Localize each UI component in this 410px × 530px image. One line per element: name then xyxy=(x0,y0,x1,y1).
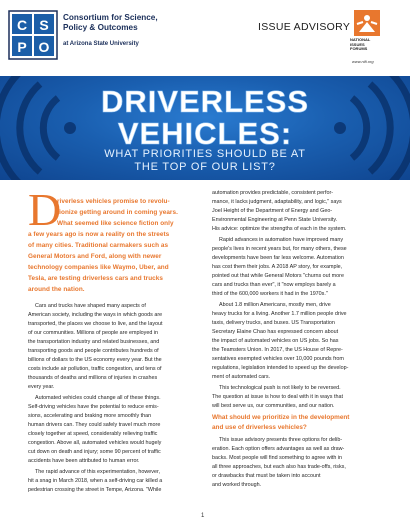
body-line: The rapid advance of this experimentation, however, xyxy=(35,469,160,475)
body-line: Joel Height of the Department of Energy and Geo- xyxy=(212,208,333,214)
nif-logo-icon xyxy=(354,10,380,36)
body-line: American society, including the ways in which goods are xyxy=(28,312,163,318)
body-line: transported, the places we choose to live, and the layout xyxy=(28,321,163,327)
cspo-logo-letter-p: P xyxy=(17,39,27,55)
body-line: heavy trucks for a living. Another 1.7 million people drive xyxy=(212,311,347,317)
body-line: The question at issue is how to deal with it in ways that xyxy=(212,394,343,400)
body-line: About 1.8 million Americans, mostly men, drive xyxy=(219,302,331,308)
body-line: will best serve us, our communities, and our nation. xyxy=(212,403,335,409)
nif-name xyxy=(350,38,394,52)
body-line: and worked through. xyxy=(212,482,262,488)
intro-line: tionize getting around in coming years. xyxy=(57,209,178,216)
issue-advisory-label: ISSUE ADVISORY xyxy=(258,21,351,33)
intro-line: riverless vehicles promise to revolu- xyxy=(57,198,170,205)
body-line: sions, accelerating and braking more smoothly than xyxy=(28,413,152,419)
org-subtitle: at Arizona State University xyxy=(63,41,139,47)
section-heading-line2: and use of driverless vehicles? xyxy=(212,424,307,431)
body-line: regulations, legislation intended to speed up the develop- xyxy=(212,365,349,371)
body-line: backs. Most people will find something to agree with in xyxy=(212,455,343,461)
body-line: pointed out that while General Motors "churns out more xyxy=(212,273,344,279)
body-line: Secretary Elaine Chao has expressed concern about xyxy=(212,329,339,335)
org-name-line2: Policy & Outcomes xyxy=(63,23,138,32)
body-line: pedestrian crossing the street in Tempe, Arizona. "While xyxy=(28,487,162,493)
intro-line: What seemed like science fiction only xyxy=(57,220,174,227)
intro-line: General Motors and Ford, along with newer xyxy=(28,253,162,260)
body-line: taxis, delivery trucks, and buses. US Transportation xyxy=(212,320,335,326)
body-line: cars and trucks than ever", it "now employs barely a xyxy=(212,282,336,288)
body-line: Environmental Engineering at Penn State University. xyxy=(212,217,338,223)
body-line: ment of automated cars. xyxy=(212,374,271,380)
body-line: Cars and trucks have shaped many aspects of xyxy=(35,303,146,309)
banner-subtitle-line1: WHAT PRIORITIES SHOULD BE AT xyxy=(104,148,306,160)
page-number: 1 xyxy=(201,513,205,519)
intro-line: Tesla, are testing driverless cars and trucks xyxy=(28,275,163,282)
body-line: developments have been far less welcome. Automation xyxy=(212,255,344,261)
body-line: This issue advisory presents three options for delib- xyxy=(219,437,343,443)
body-line: cut down on death and injury; some 90 percent of traffic xyxy=(28,449,161,455)
body-line: Rapid advances in automation have improved many xyxy=(219,237,344,243)
drop-cap: D xyxy=(28,184,62,235)
cspo-logo-letter-o: O xyxy=(38,39,50,55)
body-line: people's lives in recent years but, for many others, these xyxy=(212,246,347,252)
nif-line3: FORUMS xyxy=(350,46,368,52)
section-heading-line1: What should we prioritize in the development xyxy=(212,414,350,421)
nif-line1: NATIONAL xyxy=(350,37,371,42)
body-line: hit a snag in March 2018, when a self-driving car killed a xyxy=(28,478,163,484)
body-line: has cost them their jobs. A 2018 AP story, for example, xyxy=(212,264,343,270)
body-line: transporting goods and people contributes hundreds of xyxy=(28,348,159,354)
body-line: This technological push is not likely to be reversed. xyxy=(219,385,341,391)
banner-title-line2: VEHICLES: xyxy=(117,116,293,151)
intro-line: a few years ago is now a reality on the streets xyxy=(28,231,170,238)
body-line: of our communities. Millions of people are employed in xyxy=(28,330,159,336)
cspo-logo xyxy=(8,10,58,60)
body-line: mance, it lacks judgment, adaptability, and logic," says xyxy=(212,199,342,205)
body-line: Self-driving vehicles have the potential to reduce emis- xyxy=(28,404,159,410)
body-line: thousands of deaths and millions of injuries in crashes xyxy=(28,375,158,381)
body-line: eration. Each option offers advantages as well as draw- xyxy=(212,446,345,452)
nif-url[interactable]: www.nifi.org xyxy=(352,59,374,64)
body-line: billions of dollars to the US economy every year. But the xyxy=(28,357,162,363)
banner-title-line1: DRIVERLESS xyxy=(100,84,310,119)
body-line: accidents have been attributed to human error. xyxy=(28,458,140,464)
cspo-logo-letter-c: C xyxy=(16,17,28,33)
org-name-line1: Consortium for Science, xyxy=(63,13,158,22)
body-line: third of the 600,000 workers it had in the 1970s." xyxy=(212,291,328,297)
banner-subtitle-line2: THE TOP OF OUR LIST? xyxy=(134,161,276,173)
body-line: automation provides predictable, consistent perfor- xyxy=(212,190,334,196)
intro-line: of many cities. Traditional carmakers such as xyxy=(28,242,169,249)
title-banner xyxy=(0,76,410,180)
intro-line: around the nation. xyxy=(28,286,85,293)
body-line: the Teamsters Union. In 2017, the US House of Repre- xyxy=(212,347,343,353)
body-line: every year. xyxy=(28,384,55,390)
body-line: closely together at speed, considerably relieving traffic xyxy=(28,431,158,437)
body-line: all three approaches, but each also has trade-offs, risks, xyxy=(212,464,346,470)
nif-line2: ISSUES xyxy=(350,41,365,47)
body-line: human drivers can. They could safely travel much more xyxy=(28,422,161,428)
body-line: costs include air pollution, traffic congestion, and tens of xyxy=(28,366,162,372)
intro-line: technology companies like Waymo, Uber, and xyxy=(28,264,169,271)
body-line: the transportation industry and related businesses, and xyxy=(28,339,160,345)
body-line: Automated vehicles could change all of these things. xyxy=(35,395,161,401)
body-line: the impact of automated vehicles on US jobs. So has xyxy=(212,338,339,344)
body-line: sentatives exempted vehicles over 10,000 pounds from xyxy=(212,356,344,362)
cspo-logo-letter-s: S xyxy=(39,17,49,33)
org-name xyxy=(63,13,213,33)
body-line: congestion. Above all, automated vehicles would hugely xyxy=(28,440,162,446)
body-line: His advice: optimize the strengths of each in the system. xyxy=(212,226,347,232)
body-line: or drawbacks that must be taken into account xyxy=(212,473,321,479)
